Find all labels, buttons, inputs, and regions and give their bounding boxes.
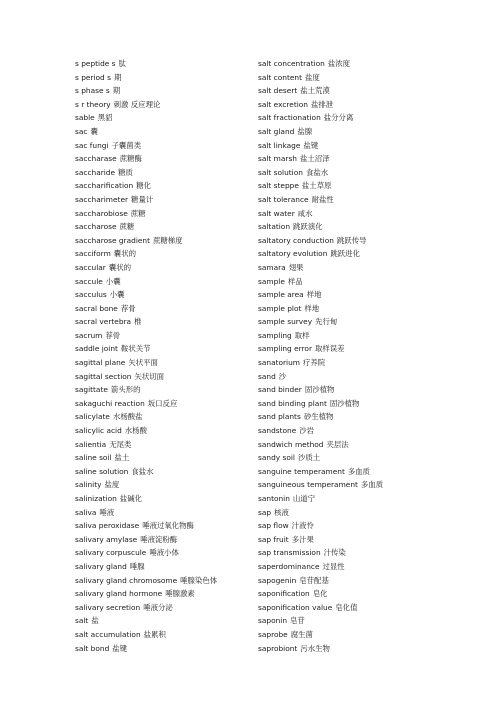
entry-translation: 盐键 [303,140,319,150]
entry-term: salivary gland [75,561,127,571]
entry-term: sample area [258,290,304,300]
glossary-entry [258,179,448,193]
entry-term: salt fractionation [258,113,321,123]
glossary-entry [258,546,448,560]
entry-term: saponification value [258,602,333,612]
entry-translation: 多汁果 [291,534,314,544]
entry-term: saline solution [75,466,129,476]
glossary-entry [75,546,265,560]
entry-translation: 期 [113,72,122,82]
entry-term: saponification [258,589,310,599]
entry-translation: 腐生菌 [290,629,313,639]
entry-term: santonin [258,494,290,503]
entry-term: saccharose gradient [75,235,150,245]
entry-term: sagittate [75,385,108,395]
glossary-entry [75,601,265,615]
entry-term: saddle joint [75,344,118,354]
entry-translation: 食盐水 [131,466,154,476]
glossary-entry [258,478,448,492]
entry-translation: 沙质土 [297,453,321,463]
entry-translation: 夹层法 [326,439,349,449]
entry-translation: 汁液怜 [291,521,314,531]
entry-term: sanguineous temperament [258,480,358,490]
glossary-entry [75,261,265,275]
glossary-entry [75,125,265,139]
glossary-entry [75,628,265,642]
glossary-entry [258,370,448,384]
entry-translation: 山道宁 [292,494,316,503]
glossary-entry [258,57,448,71]
glossary-entry [75,383,265,397]
entry-translation: 沙岩 [299,426,315,436]
entry-translation: 蔗糖 [130,208,146,218]
glossary-entry [75,315,265,329]
entry-term: sand binding plant [258,398,327,408]
glossary-entry [75,247,265,261]
glossary-entry [75,587,265,601]
entry-term: salt concentration [258,59,325,68]
entry-translation: 囊 [90,126,98,136]
entry-term: sandy soil [258,453,295,463]
glossary-entry [75,166,265,180]
entry-term: salt water [258,208,295,218]
glossary-entry [258,84,448,98]
entry-term: sable [75,113,95,123]
entry-term: saccharobiose [75,208,128,218]
glossary-entry [258,275,448,289]
glossary-entry [258,560,448,574]
entry-translation: 盐 [91,616,99,626]
glossary-entry [258,207,448,221]
glossary-entry [258,424,448,438]
entry-translation: 糖质 [118,167,133,177]
entry-term: saccharase [75,154,117,164]
entry-term: sand [258,371,276,381]
entry-term: salt tolerance [258,194,309,204]
glossary-entry [75,179,265,193]
glossary-entry [75,98,265,112]
glossary-entry [258,193,448,207]
entry-translation: 盐累积 [143,629,166,639]
entry-term: salt content [258,72,302,82]
entry-term: sampling error [258,344,312,354]
glossary-entry [75,234,265,248]
entry-term: sap flow [258,521,289,531]
entry-term: sacculus [75,290,107,300]
entry-term: saprobe [258,629,288,639]
glossary-entry [258,519,448,533]
entry-term: saltation [258,222,291,232]
entry-term: saccharimeter [75,194,129,204]
entry-translation: 蔗糖酶 [119,154,142,164]
glossary-entry [75,492,265,506]
glossary-entry [75,574,265,588]
entry-translation: 跳跃传导 [336,235,367,245]
entry-translation: 沙 [278,371,287,381]
entry-translation: 小囊 [105,276,121,286]
entry-translation: 无尾类 [109,439,132,449]
glossary-entry [258,261,448,275]
glossary-entry [258,166,448,180]
glossary-entry [75,111,265,125]
entry-translation: 盐腺 [297,126,313,136]
glossary-entry [258,288,448,302]
glossary-entry [258,71,448,85]
entry-translation: 疗养院 [303,358,326,368]
glossary-entry [258,492,448,506]
entry-term: sacrum [75,330,103,340]
entry-term: saline soil [75,453,112,463]
glossary-entry [258,628,448,642]
entry-term: sample plot [258,303,302,313]
entry-translation: 蔗糖 [119,222,135,232]
glossary-entry [258,533,448,547]
entry-term: salinity [75,480,102,490]
entry-translation: 盐土草原 [301,181,332,191]
entry-translation: 盐土 [114,453,130,463]
entry-translation: 荐骨 [120,303,136,313]
entry-term: s period s [75,72,111,82]
entry-translation: 皂化 [312,589,328,599]
entry-term: saprobiont [258,643,298,653]
entry-translation: 盐键 [112,643,128,653]
glossary-entry [75,614,265,628]
entry-translation: 砂生植物 [303,412,334,422]
entry-term: salt steppe [258,181,299,191]
glossary-entry [75,560,265,574]
entry-term: salt linkage [258,140,301,150]
glossary-column-right [258,57,448,655]
entry-translation: 跳跃演化 [293,222,323,232]
entry-translation: 糖量计 [131,194,154,204]
entry-term: s phase s [75,86,110,96]
entry-term: sap fruit [258,534,289,544]
glossary-entry [75,397,265,411]
glossary-entry [258,383,448,397]
glossary-entry [75,302,265,316]
glossary-entry [75,478,265,492]
glossary-entry [75,139,265,153]
entry-translation: 多血质 [347,466,371,476]
entry-term: s peptide s [75,59,116,68]
glossary-entry [258,139,448,153]
glossary-entry [258,234,448,248]
glossary-entry [258,397,448,411]
entry-term: sap transmission [258,548,321,558]
entry-translation: 过显性 [322,561,345,571]
glossary-entry [258,438,448,452]
glossary-entry [258,356,448,370]
entry-translation: 椎 [134,317,142,327]
entry-term: sanatorium [258,358,300,368]
glossary-column-left [75,57,265,655]
entry-term: salt marsh [258,154,297,164]
entry-translation: 唾液分泌 [143,602,173,612]
glossary-entry [258,152,448,166]
entry-translation: 翅果 [288,262,304,272]
entry-translation: 多血质 [360,480,384,490]
entry-translation: 矢状平面 [128,358,158,368]
glossary-entry [75,465,265,479]
entry-translation: 咸水 [297,208,313,218]
entry-translation: 蔗糖梯度 [153,235,183,245]
glossary-entry [75,506,265,520]
entry-translation: 皂苷配基 [299,575,329,585]
entry-term: salientia [75,439,107,449]
entry-translation: 样地 [304,303,320,313]
glossary-entry [75,519,265,533]
entry-translation: 水杨酸 [124,426,147,436]
entry-translation: 盐土沼泽 [299,154,330,164]
entry-translation: 食盐水 [305,167,329,177]
glossary-entry [258,574,448,588]
glossary-entry [258,506,448,520]
entry-term: sac fungi [75,140,109,150]
entry-term: salt [75,616,89,626]
entry-translation: 囊状的 [108,262,131,272]
entry-term: salivary gland hormone [75,589,163,599]
entry-translation: 矢状切面 [134,371,165,381]
entry-translation: 箭头形的 [110,385,141,395]
entry-translation: 取样 [294,330,310,340]
glossary-entry [258,329,448,343]
entry-term: sandwich method [258,439,324,449]
glossary-entry [75,288,265,302]
entry-translation: 汁传染 [323,548,346,558]
entry-translation: 取样误差 [315,344,345,354]
glossary-entry [75,438,265,452]
glossary-entry [258,410,448,424]
entry-translation: 盐浓度 [327,59,351,68]
entry-term: saliva [75,507,97,517]
entry-term: sandstone [258,426,297,436]
entry-term: salt excretion [258,99,308,109]
entry-term: sagittal section [75,371,132,381]
glossary-entry [75,193,265,207]
glossary-entry [258,465,448,479]
entry-term: salt accumulation [75,629,141,639]
entry-translation: 跳跃进化 [330,249,360,259]
entry-term: sacral vertebra [75,317,132,327]
entry-translation: 糖化 [136,181,152,191]
glossary-entry [75,329,265,343]
entry-translation: 先行甸 [315,317,338,327]
entry-translation: 唾腺染色体 [180,575,218,585]
entry-term: salivary secretion [75,602,141,612]
entry-term: sacral bone [75,303,118,313]
entry-translation: 唾液小体 [149,548,179,558]
glossary-entry [258,315,448,329]
entry-term: saltatory evolution [258,249,328,259]
entry-translation: 唾腺 [129,561,145,571]
entry-translation: 固沙植物 [304,385,335,395]
entry-term: salicylic acid [75,426,122,436]
entry-term: sample [258,276,285,286]
glossary-entry [75,220,265,234]
entry-translation: 盐土荒漠 [300,86,330,96]
glossary-entry [75,410,265,424]
glossary-entry [75,152,265,166]
entry-term: saliva peroxidase [75,521,140,531]
entry-term: sac [75,126,88,136]
entry-translation: 核液 [274,507,289,517]
entry-translation: 刺激 反应理论 [113,99,161,109]
entry-term: saponin [258,616,288,626]
glossary-entry [258,125,448,139]
glossary-entry [75,642,265,656]
entry-term: salicylate [75,412,110,422]
entry-translation: 唾液过氧化物酶 [142,521,194,531]
entry-term: sap [258,507,272,517]
entry-term: sample survey [258,317,313,327]
glossary-entry [75,57,265,71]
glossary-entry [75,342,265,356]
glossary-entry [75,424,265,438]
entry-term: saccharification [75,181,134,191]
entry-translation: 盐排泄 [310,99,334,109]
entry-term: salt solution [258,167,303,177]
glossary-entry [75,533,265,547]
entry-translation: 鞍状关节 [120,344,151,354]
entry-translation: 唾液淀粉酶 [140,534,178,544]
entry-translation: 皂苷 [290,616,305,626]
glossary-entry [75,356,265,370]
glossary-entry [258,451,448,465]
entry-term: saccharide [75,167,116,177]
entry-translation: 唾液 [99,507,115,517]
entry-translation: 黑貂 [97,113,113,123]
entry-term: sacciform [75,249,111,259]
entry-translation: 期 [112,86,121,96]
entry-term: samara [258,262,286,272]
entry-translation: 样品 [287,276,303,286]
glossary-entry [75,275,265,289]
entry-term: sampling [258,330,292,340]
glossary-entry [258,601,448,615]
entry-translation: 皂化值 [335,602,358,612]
entry-term: saccular [75,262,106,272]
entry-translation: 小囊 [109,290,125,300]
entry-translation: 耐盐性 [311,194,334,204]
entry-translation: 囊状的 [113,249,136,259]
glossary-entry [75,84,265,98]
entry-term: salinization [75,494,117,503]
entry-term: saltatory conduction [258,235,334,245]
entry-translation: 荐骨 [105,330,121,340]
entry-term: salt gland [258,126,295,136]
glossary-entry [258,98,448,112]
entry-term: sand binder [258,385,302,395]
glossary-entry [258,247,448,261]
entry-term: s r theory [75,99,111,109]
glossary-entry [75,207,265,221]
entry-translation: 污水生物 [300,643,330,653]
entry-term: salt bond [75,643,110,653]
entry-term: saccharose [75,222,117,232]
entry-term: sand plants [258,412,301,422]
entry-translation: 盐度 [304,72,320,82]
entry-translation: 子囊菌类 [111,140,142,150]
entry-term: sakaguchi reaction [75,398,145,408]
glossary-entry [75,71,265,85]
entry-translation: 盐度 [104,480,120,490]
glossary-entry [258,302,448,316]
glossary-entry [258,342,448,356]
entry-translation: 盐碱化 [119,494,142,503]
glossary-entry [258,587,448,601]
entry-term: salt desert [258,86,298,96]
entry-term: sanguine temperament [258,466,345,476]
entry-term: sagittal plane [75,358,126,368]
entry-term: salivary gland chromosome [75,575,178,585]
entry-translation: 固沙植物 [329,398,360,408]
entry-term: salivary amylase [75,534,138,544]
entry-translation: 唾腺激素 [165,589,195,599]
entry-term: sapogenin [258,575,297,585]
glossary-entry [258,111,448,125]
entry-term: saccule [75,276,103,286]
entry-translation: 肽 [118,59,126,68]
glossary-entry [258,220,448,234]
entry-term: salivary corpuscule [75,548,147,558]
entry-translation: 盐分分离 [323,113,354,123]
glossary-entry [258,614,448,628]
entry-translation: 坂口反应 [147,398,178,408]
entry-translation: 样地 [306,290,322,300]
entry-term: saperdominance [258,561,320,571]
entry-translation: 水杨酸盐 [112,412,143,422]
glossary-entry [75,370,265,384]
glossary-entry [258,642,448,656]
glossary-entry [75,451,265,465]
